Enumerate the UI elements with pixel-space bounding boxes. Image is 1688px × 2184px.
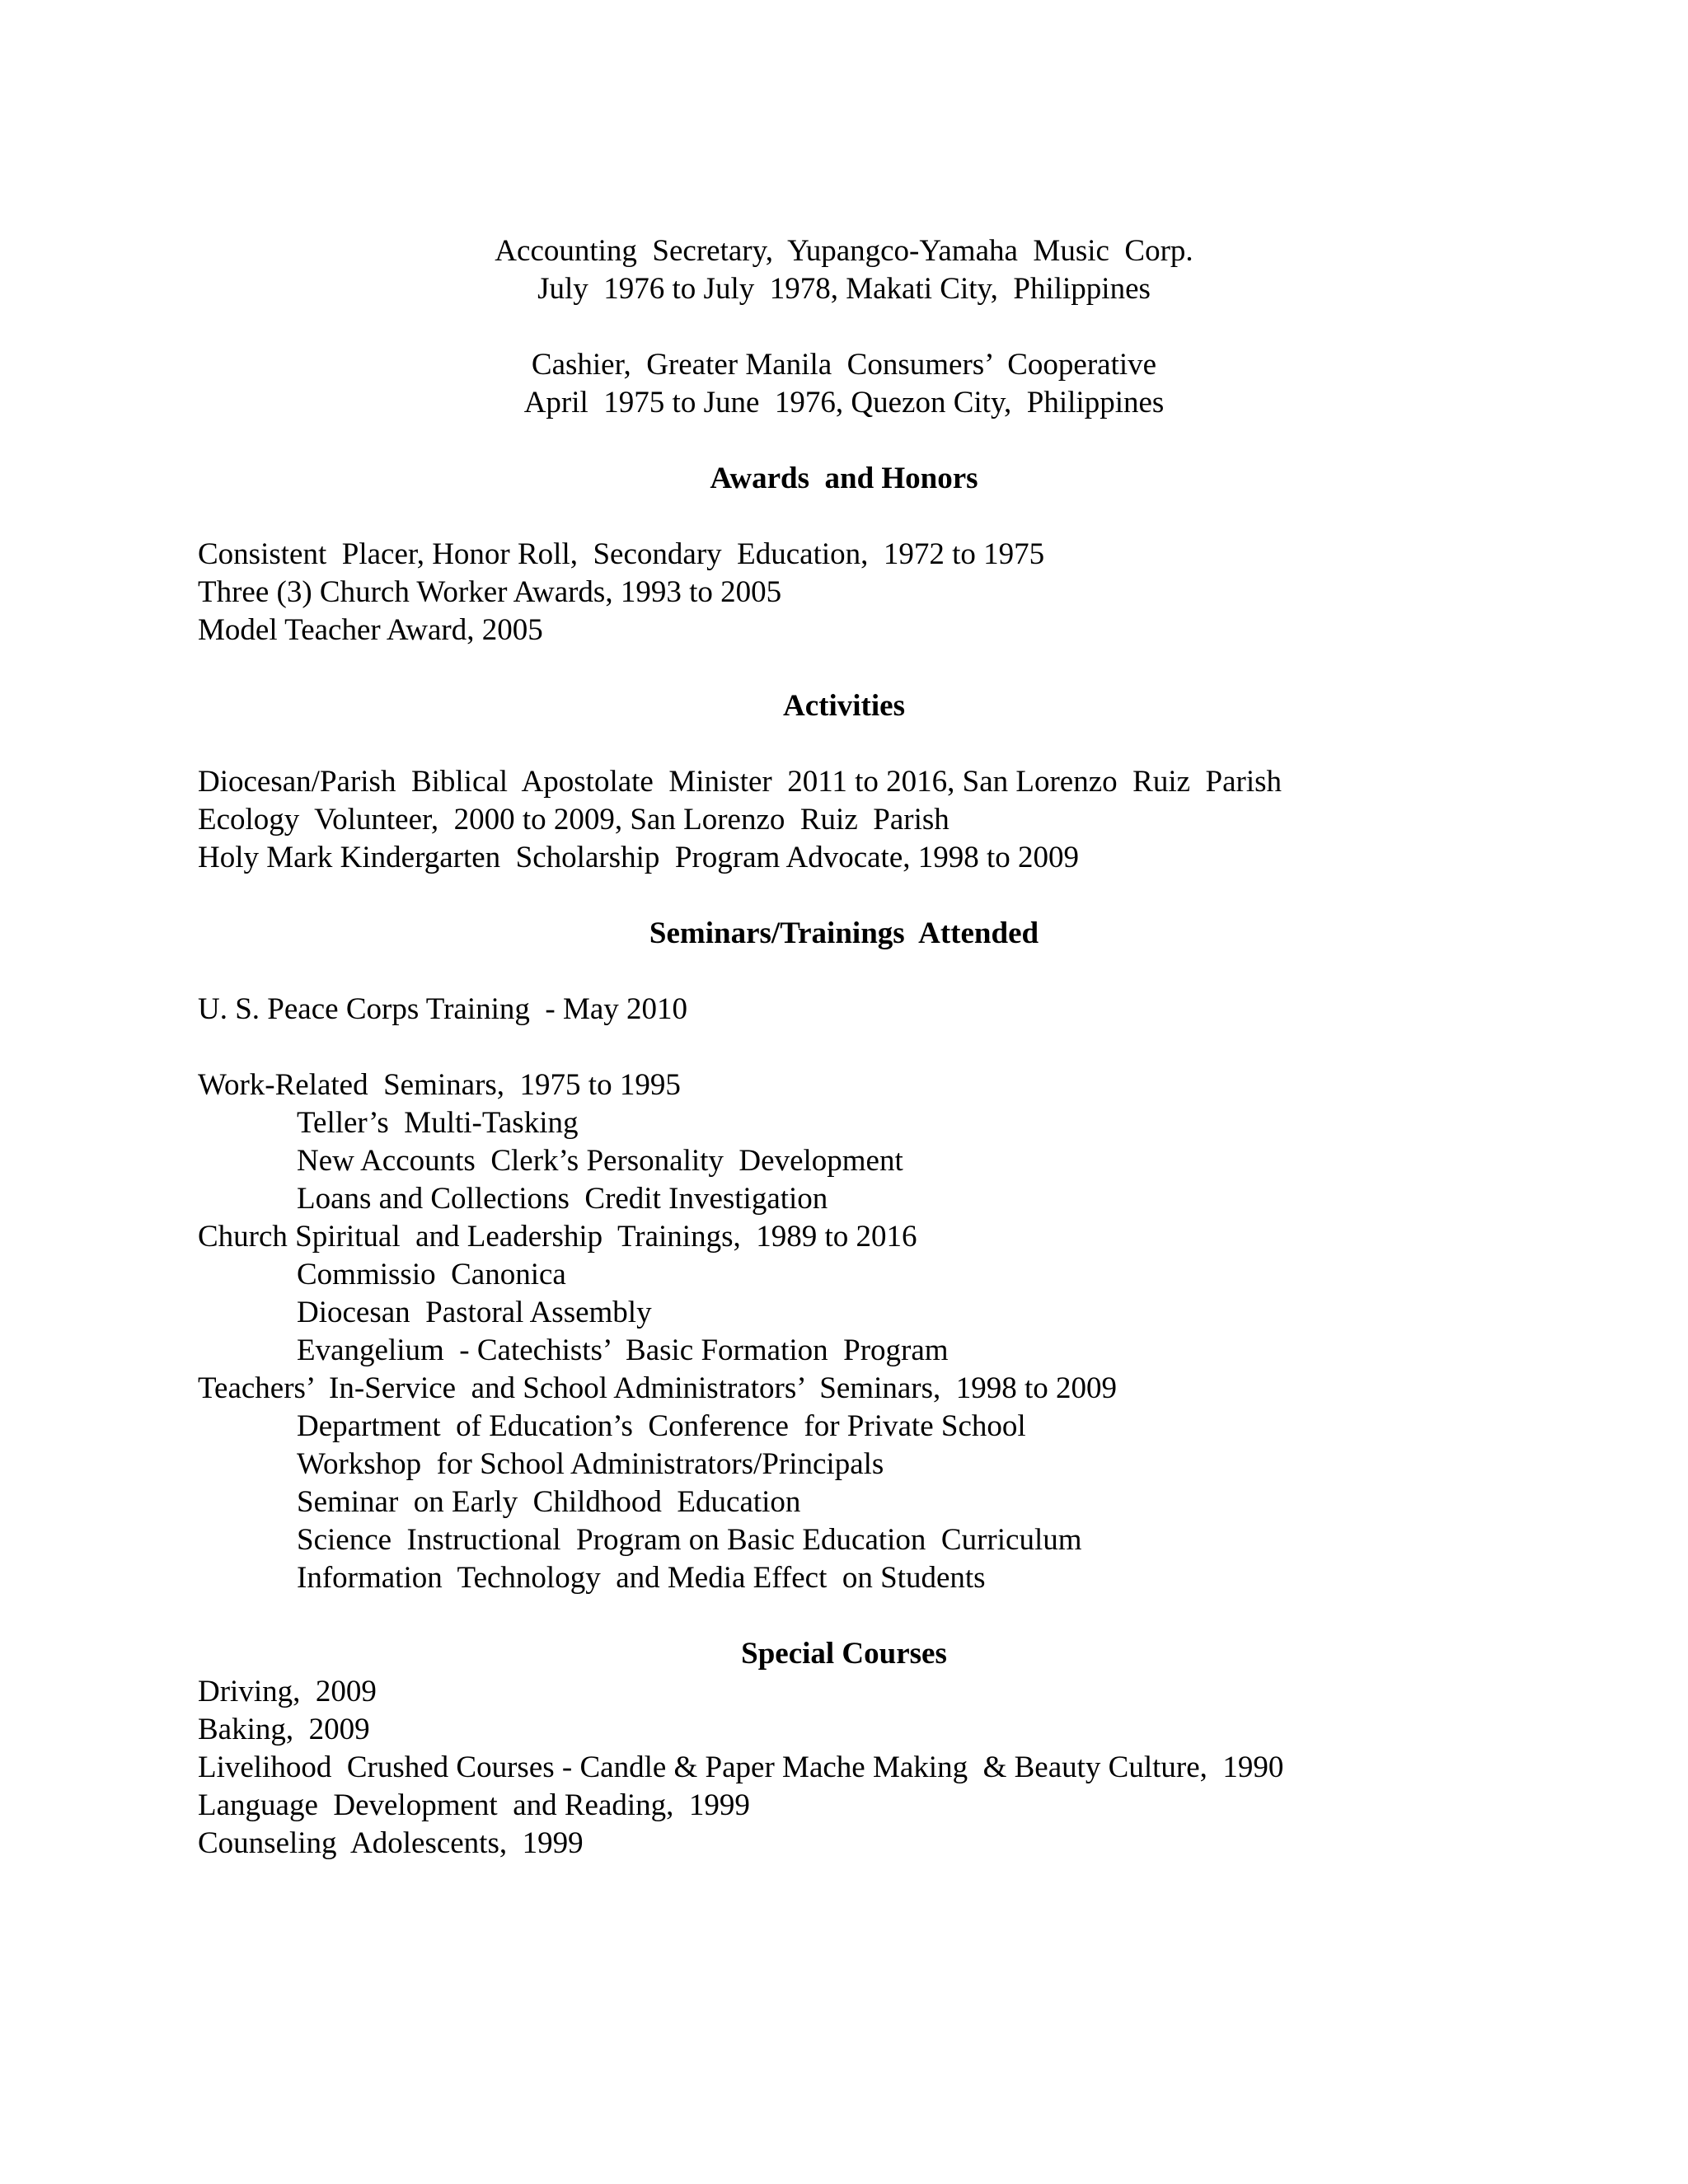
activity-item: Diocesan/Parish Biblical Apostolate Minister 2011 to 2016, San Lorenzo Ruiz Parish — [198, 765, 1282, 799]
course-item: Livelihood Crushed Courses - Candle & Paper Mache Making & Beauty Culture, 1990 — [198, 1750, 1284, 1784]
seminar-item: Workshop for School Administrators/Principals — [297, 1447, 884, 1481]
seminar-item: Seminar on Early Childhood Education — [297, 1485, 801, 1519]
seminar-item: Teller’s Multi-Tasking — [297, 1106, 579, 1140]
teachers-seminars-label: Teachers’ In-Service and School Administrators’ Seminars, 1998 to 2009 — [198, 1371, 1118, 1405]
employment-title: Cashier, Greater Manila Consumers’ Cooperative — [531, 348, 1157, 382]
course-item: Language Development and Reading, 1999 — [198, 1788, 750, 1822]
course-item: Driving, 2009 — [198, 1675, 377, 1708]
seminar-item: New Accounts Clerk’s Personality Development — [297, 1144, 903, 1178]
course-item: Baking, 2009 — [198, 1713, 370, 1746]
seminar-item: Commissio Canonica — [297, 1258, 566, 1291]
employment-detail: July 1976 to July 1978, Makati City, Philippines — [537, 272, 1151, 306]
seminar-item: Evangelium - Catechists’ Basic Formation Program — [297, 1333, 949, 1367]
peace-corps-training: U. S. Peace Corps Training - May 2010 — [198, 992, 688, 1026]
activity-item: Ecology Volunteer, 2000 to 2009, San Lorenzo Ruiz Parish — [198, 803, 950, 837]
award-item: Consistent Placer, Honor Roll, Secondary Education, 1972 to 1975 — [198, 537, 1045, 571]
seminar-item: Information Technology and Media Effect on Students — [297, 1561, 986, 1595]
employment-title: Accounting Secretary, Yupangco-Yamaha Music Corp. — [495, 234, 1193, 268]
church-trainings-label: Church Spiritual and Leadership Trainings, 1989 to 2016 — [198, 1220, 917, 1254]
seminars-heading: Seminars/Trainings Attended — [649, 916, 1039, 950]
special-courses-heading: Special Courses — [741, 1637, 947, 1671]
work-related-seminars-label: Work-Related Seminars, 1975 to 1995 — [198, 1068, 681, 1102]
activity-item: Holy Mark Kindergarten Scholarship Program Advocate, 1998 to 2009 — [198, 841, 1080, 874]
seminar-item: Diocesan Pastoral Assembly — [297, 1296, 652, 1329]
activities-heading: Activities — [783, 689, 905, 723]
seminar-item: Department of Education’s Conference for Private School — [297, 1409, 1026, 1443]
award-item: Three (3) Church Worker Awards, 1993 to 2005 — [198, 575, 782, 609]
award-item: Model Teacher Award, 2005 — [198, 613, 543, 647]
employment-detail: April 1975 to June 1976, Quezon City, Philippines — [523, 386, 1165, 419]
seminar-item: Science Instructional Program on Basic Education Curriculum — [297, 1523, 1082, 1557]
course-item: Counseling Adolescents, 1999 — [198, 1826, 584, 1860]
seminar-item: Loans and Collections Credit Investigation — [297, 1182, 828, 1216]
awards-heading: Awards and Honors — [710, 462, 978, 495]
